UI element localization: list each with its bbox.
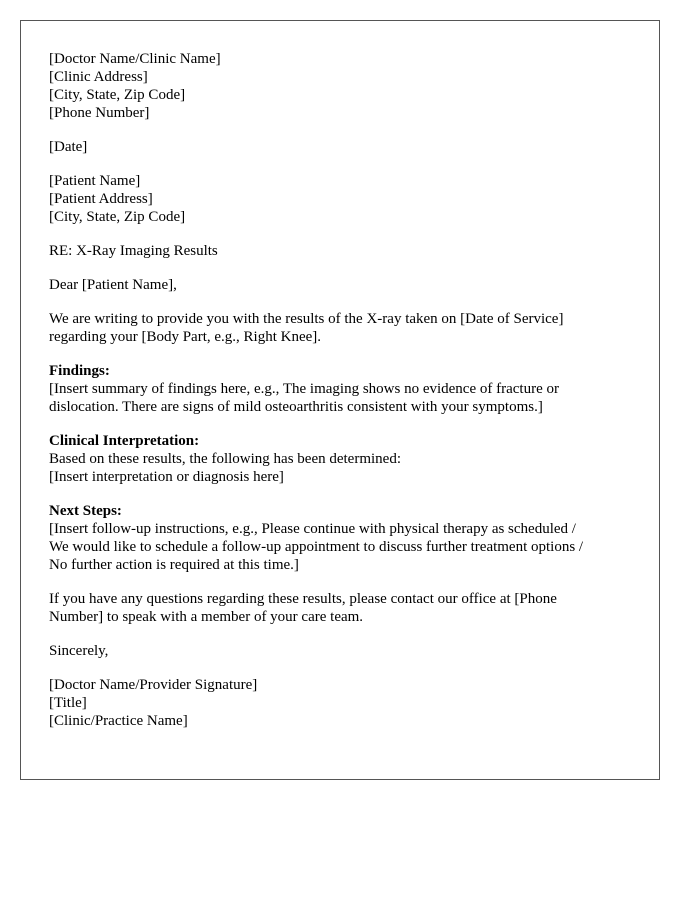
next-steps-line-3: No further action is required at this time.]	[49, 557, 299, 573]
signature-practice: [Clinic/Practice Name]	[49, 713, 188, 729]
date-block	[49, 138, 631, 156]
next-steps-section	[49, 502, 631, 574]
signature-name: [Doctor Name/Provider Signature]	[49, 677, 258, 693]
sender-phone: [Phone Number]	[49, 105, 150, 121]
next-steps-line-1: [Insert follow-up instructions, e.g., Please continue with physical therapy as scheduled /	[49, 521, 576, 537]
contact-line-1: If you have any questions regarding these results, please contact our office at [Phone	[49, 591, 557, 607]
contact-line-2: Number] to speak with a member of your care team.	[49, 609, 364, 625]
sender-address: [Clinic Address]	[49, 69, 148, 85]
sender-block	[49, 50, 631, 122]
letter-date: [Date]	[49, 139, 88, 155]
recipient-name: [Patient Name]	[49, 173, 141, 189]
findings-line-1: [Insert summary of findings here, e.g., The imaging shows no evidence of fracture or	[49, 381, 559, 397]
intro-line-1: We are writing to provide you with the results of the X-ray taken on [Date of Service]	[49, 311, 564, 327]
signature-title: [Title]	[49, 695, 87, 711]
subject-block	[49, 242, 631, 260]
next-steps-heading: Next Steps:	[49, 503, 122, 519]
signature-block	[49, 676, 631, 730]
letter-page	[20, 20, 660, 780]
recipient-city: [City, State, Zip Code]	[49, 209, 186, 225]
sender-name: [Doctor Name/Clinic Name]	[49, 51, 221, 67]
intro-paragraph	[49, 310, 631, 346]
closing: Sincerely,	[49, 643, 109, 659]
subject-line: RE: X-Ray Imaging Results	[49, 243, 218, 259]
interpretation-section	[49, 432, 631, 486]
findings-heading: Findings:	[49, 363, 110, 379]
interpretation-line-1: Based on these results, the following has been determined:	[49, 451, 401, 467]
recipient-address: [Patient Address]	[49, 191, 153, 207]
findings-section	[49, 362, 631, 416]
sender-city: [City, State, Zip Code]	[49, 87, 186, 103]
contact-paragraph	[49, 590, 631, 626]
interpretation-line-2: [Insert interpretation or diagnosis here]	[49, 469, 284, 485]
salutation: Dear [Patient Name],	[49, 277, 177, 293]
intro-line-2: regarding your [Body Part, e.g., Right Knee].	[49, 329, 322, 345]
next-steps-line-2: We would like to schedule a follow-up appointment to discuss further treatment options /	[49, 539, 584, 555]
findings-line-2: dislocation. There are signs of mild osteoarthritis consistent with your symptoms.]	[49, 399, 543, 415]
interpretation-heading: Clinical Interpretation:	[49, 433, 200, 449]
salutation-block	[49, 276, 631, 294]
recipient-block	[49, 172, 631, 226]
closing-block	[49, 642, 631, 660]
